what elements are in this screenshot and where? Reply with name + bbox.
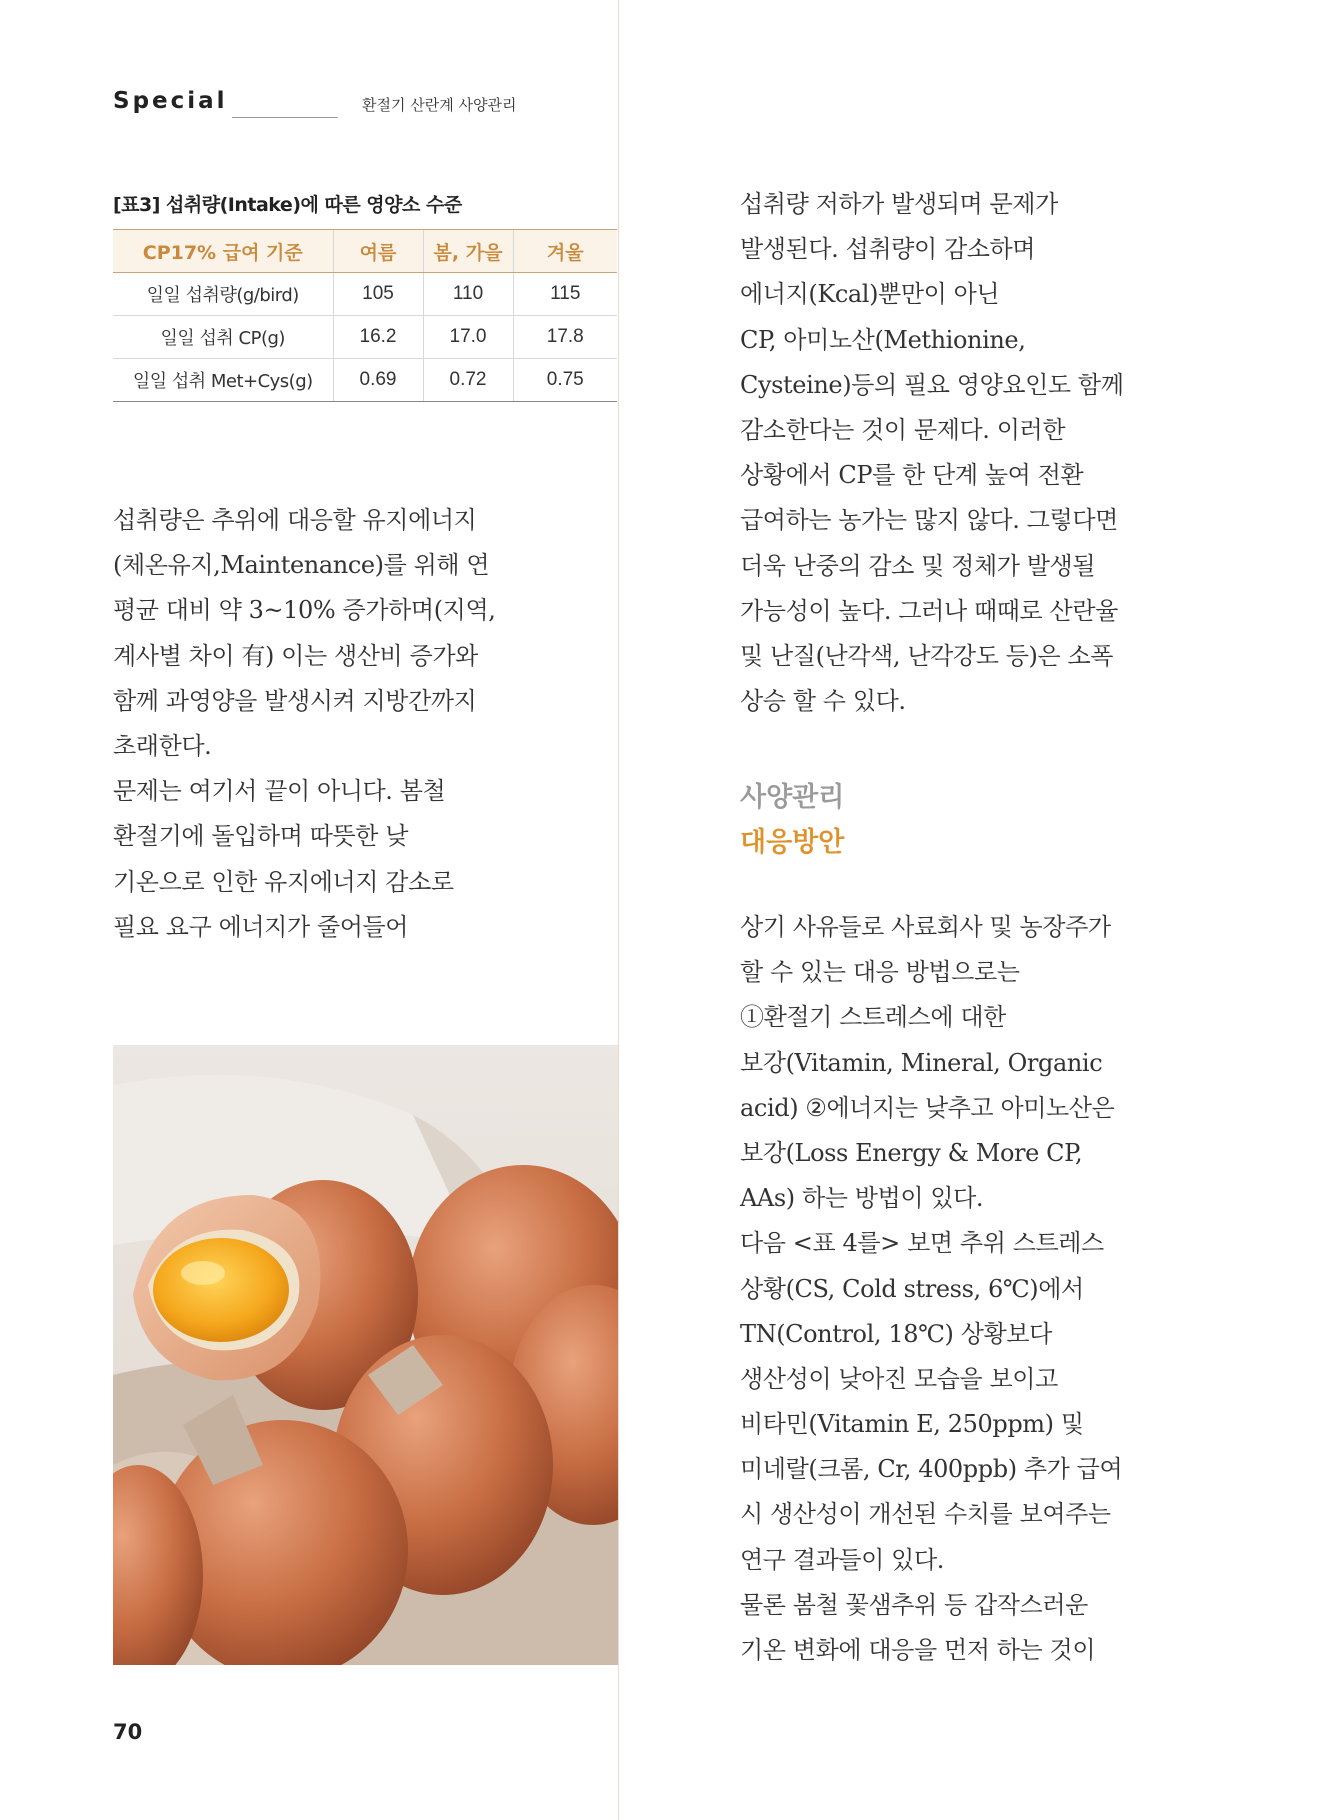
table-row	[113, 316, 617, 359]
header-rule	[232, 117, 338, 118]
right-body-text-upper	[740, 182, 1124, 724]
table-cell: 0.69	[333, 359, 423, 402]
text-line: 미네랄(크롬, Cr, 400ppb) 추가 급여	[740, 1455, 1123, 1484]
table-cell: 0.75	[513, 359, 617, 402]
text-line: 급여하는 농가는 많지 않다. 그렇다면	[740, 506, 1118, 535]
text-line: 연구 결과들이 있다.	[740, 1545, 944, 1574]
text-line: 비타민(Vitamin E, 250ppm) 및	[740, 1410, 1084, 1439]
table-row	[113, 359, 617, 402]
text-line: 에너지(Kcal)뿐만이 아닌	[740, 280, 1000, 309]
table-cell: 17.0	[423, 316, 513, 359]
section-subheading: 사양관리	[740, 782, 845, 813]
table-cell: 110	[423, 273, 513, 316]
page-number: 70	[113, 1720, 143, 1744]
column-header: 여름	[333, 230, 423, 273]
text-line: 시 생산성이 개선된 수치를 보여주는	[740, 1500, 1111, 1529]
text-line: 및 난질(난각색, 난각강도 등)은 소폭	[740, 641, 1114, 670]
page-gutter-divider	[618, 0, 619, 1820]
text-line: 상황(CS, Cold stress, 6℃)에서	[740, 1274, 1084, 1303]
text-line: 가능성이 높다. 그러나 때때로 산란율	[740, 596, 1118, 625]
text-line: 평균 대비 약 3~10% 증가하며(지역,	[113, 596, 496, 625]
text-line: TN(Control, 18℃) 상황보다	[740, 1319, 1052, 1348]
text-line: 문제는 여기서 끝이 아니다. 봄철	[113, 777, 446, 806]
text-line: 할 수 있는 대응 방법으로는	[740, 958, 1020, 987]
running-title: 환절기 산란계 사양관리	[362, 96, 517, 114]
table-row	[113, 273, 617, 316]
row-label: 일일 섭취 Met+Cys(g)	[113, 359, 333, 402]
text-line: ①환절기 스트레스에 대한	[740, 1003, 1006, 1032]
text-line: CP, 아미노산(Methionine,	[740, 325, 1026, 354]
text-line: 생산성이 낮아진 모습을 보이고	[740, 1364, 1058, 1393]
text-line: Cysteine)등의 필요 영양요인도 함께	[740, 370, 1124, 399]
eggs-in-carton-photo	[113, 1045, 618, 1665]
section-label: Special	[113, 88, 228, 114]
table-cell: 115	[513, 273, 617, 316]
text-line: 물론 봄철 꽃샘추위 등 갑작스러운	[740, 1590, 1088, 1619]
text-line: 섭취량은 추위에 대응할 유지에너지	[113, 506, 477, 534]
row-label: 일일 섭취량(g/bird)	[113, 273, 333, 316]
text-line: 감소한다는 것이 문제다. 이러한	[740, 415, 1066, 444]
text-line: 상황에서 CP를 한 단계 높여 전환	[740, 461, 1084, 490]
section-subheading-accent: 대응방안	[740, 827, 845, 858]
column-header: CP17% 급여 기준	[113, 230, 333, 273]
text-line: 상승 할 수 있다.	[740, 687, 906, 716]
text-line: 발생된다. 섭취량이 감소하며	[740, 235, 1036, 264]
text-line: (체온유지,Maintenance)를 위해 연	[113, 551, 490, 580]
text-line: 함께 과영양을 발생시켜 지방간까지	[113, 686, 477, 715]
table-cell: 16.2	[333, 316, 423, 359]
text-line: 섭취량 저하가 발생되며 문제가	[740, 190, 1058, 218]
left-body-text	[113, 498, 495, 950]
text-line: 환절기에 돌입하며 따뜻한 낮	[113, 822, 409, 851]
text-line: AAs) 하는 방법이 있다.	[740, 1184, 984, 1213]
text-line: 필요 요구 에너지가 줄어들어	[113, 912, 409, 941]
row-label: 일일 섭취 CP(g)	[113, 316, 333, 359]
table-cell: 105	[333, 273, 423, 316]
text-line: acid) ②에너지는 낮추고 아미노산은	[740, 1093, 1115, 1122]
text-line: 기온으로 인한 유지에너지 감소로	[113, 867, 454, 896]
text-line: 초래한다.	[113, 731, 212, 760]
table-header-row	[113, 230, 617, 273]
text-line: 계사별 차이 有) 이는 생산비 증가와	[113, 641, 478, 670]
text-line: 보강(Vitamin, Mineral, Organic	[740, 1048, 1103, 1077]
text-line: 기온 변화에 대응을 먼저 하는 것이	[740, 1636, 1096, 1664]
column-header: 봄, 가을	[423, 230, 513, 273]
table-cell: 0.72	[423, 359, 513, 402]
text-line: 상기 사유들로 사료회사 및 농장주가	[740, 913, 1111, 941]
intake-nutrient-table	[113, 229, 617, 402]
table-caption: [표3] 섭취량(Intake)에 따른 영양소 수준	[113, 194, 462, 216]
column-header: 겨울	[513, 230, 617, 273]
right-body-text-lower	[740, 905, 1122, 1673]
text-line: 다음 <표 4를> 보면 추위 스트레스	[740, 1229, 1104, 1258]
text-line: 더욱 난중의 감소 및 정체가 발생될	[740, 551, 1096, 580]
table-cell: 17.8	[513, 316, 617, 359]
text-line: 보강(Loss Energy & More CP,	[740, 1138, 1083, 1167]
